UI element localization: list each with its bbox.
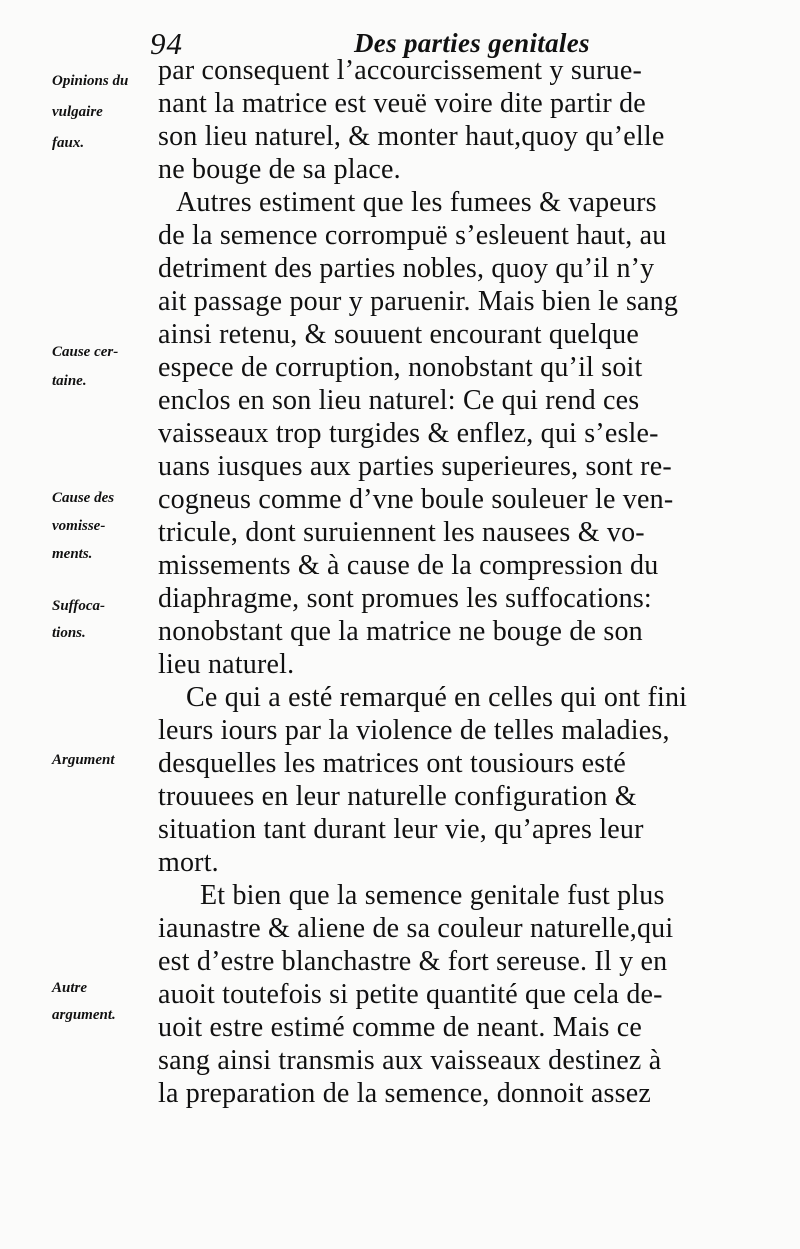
- text-line-20: Ce qui a esté remarqué en celles qui ont fini: [186, 682, 688, 713]
- text-line-12: vaisseaux trop turgides & enflez, qui s’esle-: [158, 418, 659, 449]
- text-line-30: uoit estre estimé comme de neant. Mais ce: [158, 1012, 643, 1043]
- margin-note-argument-2: argument.: [52, 1007, 116, 1023]
- text-line-32: la preparation de la semence, donnoit assez: [158, 1078, 651, 1109]
- margin-note-faux: faux.: [52, 135, 85, 151]
- text-line-27: iaunastre & aliene de sa couleur naturelle,qui: [158, 913, 674, 944]
- margin-note-cause-certaine-1: Cause cer-: [52, 344, 119, 360]
- margin-note-suffocations-2: tions.: [52, 625, 86, 641]
- text-line-19: lieu naturel.: [158, 649, 295, 680]
- running-head: Des parties genitales: [354, 28, 590, 58]
- text-line-3: son lieu naturel, & monter haut,quoy qu’elle: [158, 121, 665, 152]
- margin-note-opinions-du: Opinions du: [52, 73, 129, 89]
- text-line-29: auoit toutefois si petite quantité que cela de-: [158, 979, 663, 1010]
- text-line-5: Autres estiment que les fumees & vapeurs: [176, 187, 657, 218]
- text-line-4: ne bouge de sa place.: [158, 154, 401, 185]
- text-line-7: detriment des parties nobles, quoy qu’il n’y: [158, 253, 655, 284]
- text-line-26: Et bien que la semence genitale fust plus: [200, 880, 665, 911]
- text-line-22: desquelles les matrices ont tousiours esté: [158, 748, 626, 779]
- text-line-17: diaphragme, sont promues les suffocations:: [158, 583, 652, 614]
- text-line-31: sang ainsi transmis aux vaisseaux destinez à: [158, 1045, 662, 1076]
- text-line-10: espece de corruption, nonobstant qu’il soit: [158, 352, 643, 383]
- margin-note-cause-vomissements-3: ments.: [52, 546, 93, 562]
- text-line-15: tricule, dont suruiennent les nausees & vo-: [158, 517, 645, 548]
- page-number: 94: [150, 26, 183, 61]
- text-line-24: situation tant durant leur vie, qu’apres leur: [158, 814, 644, 845]
- text-line-13: uans iusques aux parties superieures, sont re-: [158, 451, 672, 482]
- text-line-25: mort.: [158, 847, 219, 878]
- text-line-23: trouuees en leur naturelle configuration &: [158, 781, 637, 812]
- text-line-11: enclos en son lieu naturel: Ce qui rend ces: [158, 385, 640, 416]
- margin-note-cause-vomissements-1: Cause des: [52, 490, 115, 506]
- margin-note-autre: Autre: [52, 980, 88, 996]
- margin-note-cause-vomissements-2: vomisse-: [52, 518, 106, 534]
- margin-note-argument: Argument: [52, 752, 115, 768]
- margin-note-suffocations-1: Suffoca-: [52, 598, 106, 614]
- text-line-18: nonobstant que la matrice ne bouge de son: [158, 616, 643, 647]
- text-line-28: est d’estre blanchastre & fort sereuse. Il y en: [158, 946, 668, 977]
- text-line-1: par consequent l’accourcissement y surue-: [158, 55, 643, 86]
- margin-note-vulgaire: vulgaire: [52, 104, 103, 120]
- text-line-16: missements & à cause de la compression du: [158, 550, 659, 581]
- text-line-6: de la semence corrompuë s’esleuent haut, au: [158, 220, 667, 251]
- text-line-14: cogneus comme d’vne boule souleuer le ven-: [158, 484, 674, 515]
- text-line-21: leurs iours par la violence de telles maladies,: [158, 715, 670, 746]
- text-line-9: ainsi retenu, & souuent encourant quelque: [158, 319, 639, 350]
- text-line-2: nant la matrice est veuë voire dite partir de: [158, 88, 646, 119]
- text-line-8: ait passage pour y paruenir. Mais bien le sang: [158, 286, 679, 317]
- margin-note-cause-certaine-2: taine.: [52, 373, 87, 389]
